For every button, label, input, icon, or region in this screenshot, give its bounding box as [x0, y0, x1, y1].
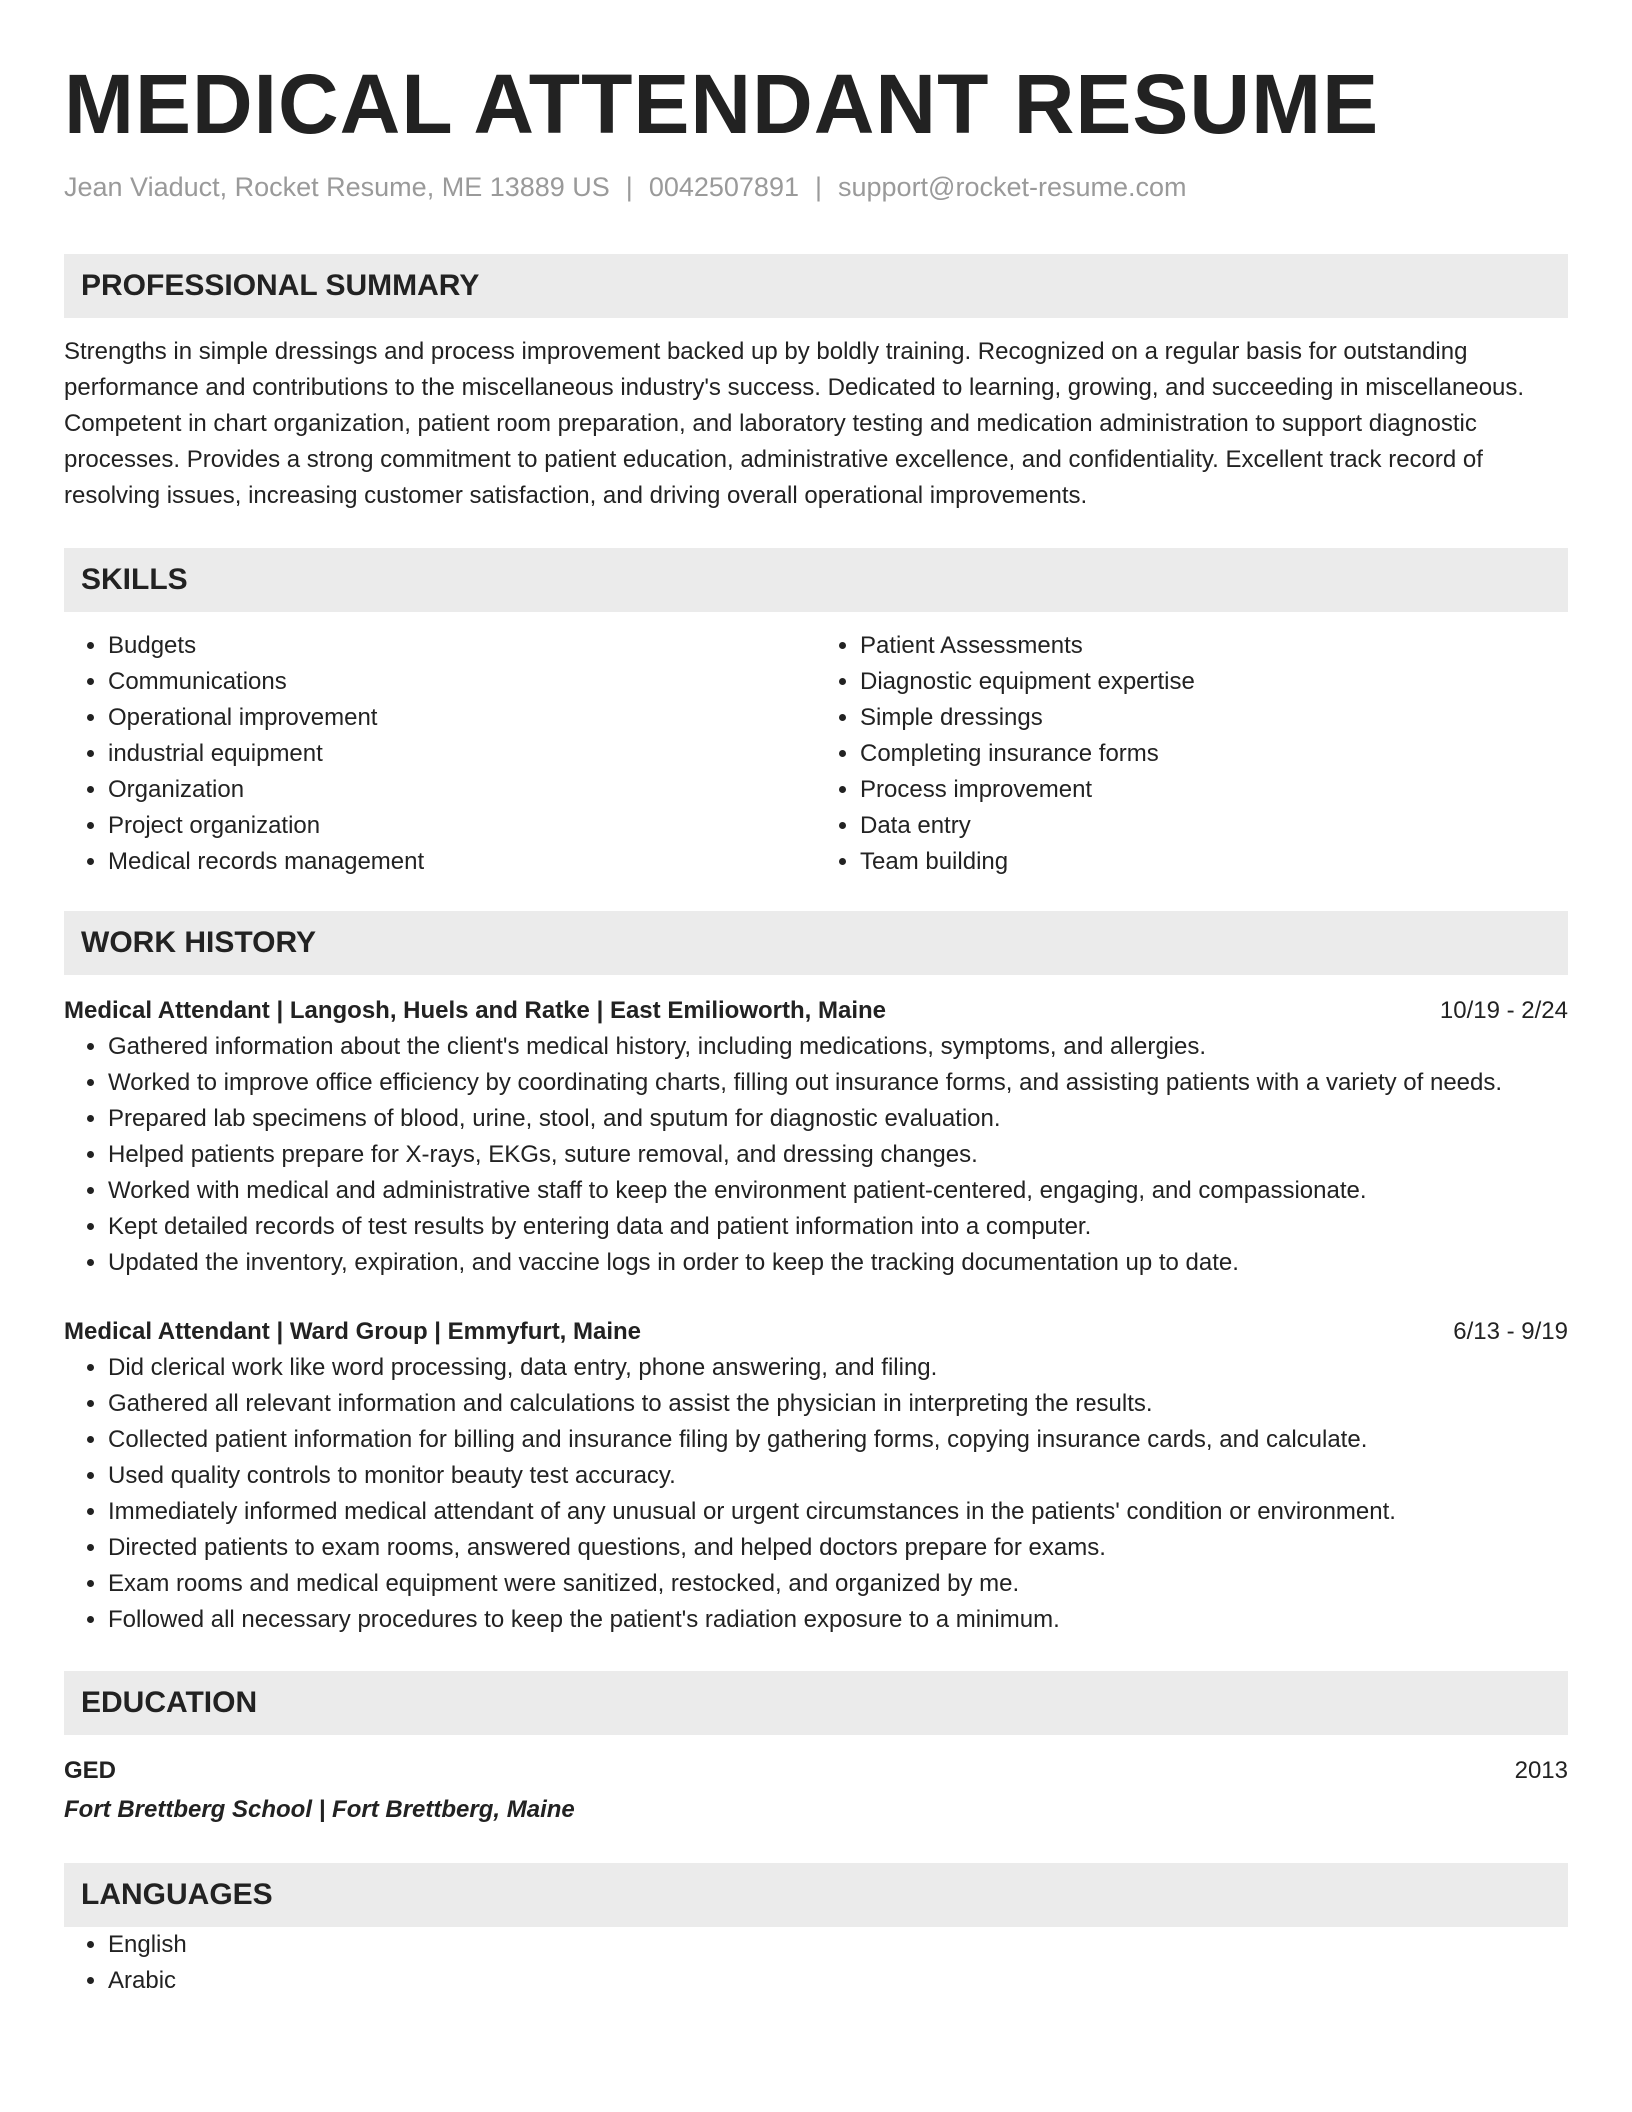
skill-item: • Diagnostic equipment expertise: [860, 664, 1568, 700]
job-duty-item: • Gathered information about the client's medical history, including medications, symptoms, and allergies.: [108, 1029, 1568, 1065]
job-duty-item: • Kept detailed records of test results by entering data and patient information into a computer.: [108, 1209, 1568, 1245]
job-duty-item: • Did clerical work like word processing, data entry, phone answering, and filing.: [108, 1350, 1568, 1386]
job-duty-item: • Gathered all relevant information and calculations to assist the physician in interpreting the results.: [108, 1386, 1568, 1422]
job-header: [64, 1314, 1568, 1350]
contact-phone: 0042507891: [648, 172, 799, 202]
contact-address: Jean Viaduct, Rocket Resume, ME 13889 US: [64, 172, 610, 202]
skill-item: • Operational improvement: [108, 700, 816, 736]
section-heading-skills: SKILLS: [64, 548, 1568, 612]
section-heading-education: EDUCATION: [64, 1671, 1568, 1735]
job-duty-item: • Worked with medical and administrative staff to keep the environment patient-centered, engaging, and compassionate.: [108, 1173, 1568, 1209]
education-header: [64, 1753, 1568, 1789]
job-entry: [64, 993, 1568, 1281]
skills-column-right: [816, 628, 1568, 880]
job-title: Medical Attendant | Ward Group | Emmyfurt, Maine: [64, 1318, 642, 1345]
section-heading-languages: LANGUAGES: [64, 1863, 1568, 1927]
language-item: • Arabic: [108, 1963, 1568, 1999]
contact-separator: |: [814, 172, 822, 202]
skill-item: • Simple dressings: [860, 700, 1568, 736]
languages-list: [64, 1927, 1568, 1999]
job-duty-item: • Directed patients to exam rooms, answered questions, and helped doctors prepare for exams.: [108, 1530, 1568, 1566]
job-duty-item: • Worked to improve office efficiency by coordinating charts, filling out insurance forms, and assisting patients with a variety of needs.: [108, 1065, 1568, 1101]
education-school: Fort Brettberg School | Fort Brettberg, Maine: [64, 1796, 575, 1823]
skill-item: • Completing insurance forms: [860, 736, 1568, 772]
job-entry: [64, 1314, 1568, 1638]
education-year: 2013: [1514, 1757, 1568, 1784]
section-heading-summary: PROFESSIONAL SUMMARY: [64, 254, 1568, 318]
skill-item: • Communications: [108, 664, 816, 700]
summary-text: Strengths in simple dressings and process improvement backed up by boldly training. Recognized on a regular basis for outstanding performance and contributions to the miscellaneous industry's success. Dedicated to learning, growing, and succeeding in miscellaneous. Competent in chart organization, patient room preparation, and laboratory testing and medication administration to support diagnostic processes. Provides a strong commitment to patient education, administrative excellence, and confidentiality. Excellent track record of resolving issues, increasing customer satisfaction, and driving overall operational improvements.: [64, 338, 1525, 509]
job-dates: 10/19 - 2/24: [1439, 997, 1568, 1024]
skills-column-left: [64, 628, 816, 880]
job-duty-item: • Collected patient information for billing and insurance filing by gathering forms, copying insurance cards, and calculate.: [108, 1422, 1568, 1458]
contact-line: [64, 170, 1568, 204]
section-heading-work-history: WORK HISTORY: [64, 911, 1568, 975]
job-duty-item: • Followed all necessary procedures to keep the patient's radiation exposure to a minimum.: [108, 1602, 1568, 1638]
language-item: • English: [108, 1927, 1568, 1963]
job-duty-item: • Prepared lab specimens of blood, urine, stool, and sputum for diagnostic evaluation.: [108, 1101, 1568, 1137]
contact-email: support@rocket-resume.com: [838, 172, 1187, 202]
contact-separator: |: [625, 172, 633, 202]
job-duties: [64, 1029, 1568, 1281]
job-duty-item: • Used quality controls to monitor beauty test accuracy.: [108, 1458, 1568, 1494]
resume-title: MEDICAL ATTENDANT RESUME: [64, 57, 1380, 151]
job-duty-item: • Exam rooms and medical equipment were sanitized, restocked, and organized by me.: [108, 1566, 1568, 1602]
skill-item: • Project organization: [108, 808, 816, 844]
job-duties: [64, 1350, 1568, 1638]
job-dates: 6/13 - 9/19: [1453, 1318, 1568, 1345]
skills-list: [64, 628, 1568, 880]
skill-item: • Data entry: [860, 808, 1568, 844]
skill-item: • Medical records management: [108, 844, 816, 880]
skill-item: • Process improvement: [860, 772, 1568, 808]
skill-item: • industrial equipment: [108, 736, 816, 772]
skill-item: • Team building: [860, 844, 1568, 880]
skill-item: • Patient Assessments: [860, 628, 1568, 664]
job-duty-item: • Helped patients prepare for X-rays, EKGs, suture removal, and dressing changes.: [108, 1137, 1568, 1173]
skill-item: • Budgets: [108, 628, 816, 664]
skill-item: • Organization: [108, 772, 816, 808]
job-duty-item: • Updated the inventory, expiration, and vaccine logs in order to keep the tracking documentation up to date.: [108, 1245, 1568, 1281]
job-title: Medical Attendant | Langosh, Huels and Ratke | East Emilioworth, Maine: [64, 997, 886, 1024]
job-duty-item: • Immediately informed medical attendant of any unusual or urgent circumstances in the patients' condition or environment.: [108, 1494, 1568, 1530]
education-degree: GED: [64, 1757, 117, 1784]
job-header: [64, 993, 1568, 1029]
